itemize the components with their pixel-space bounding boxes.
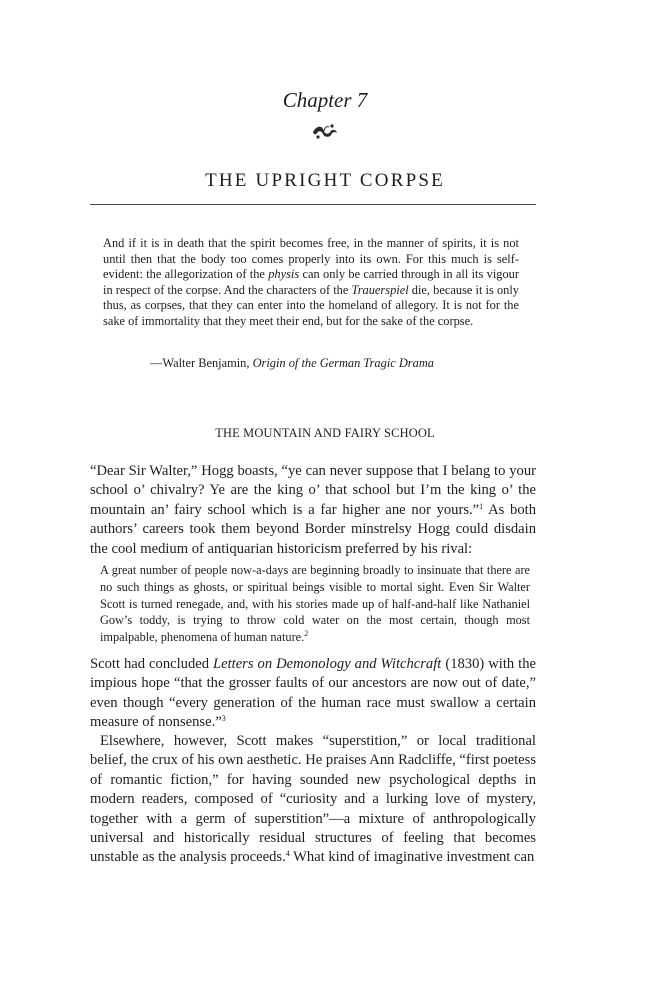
- fleuron-icon: [0, 122, 650, 144]
- footnote-ref-3[interactable]: 3: [221, 714, 226, 724]
- epigraph-text: And if it is in death that the spirit becomes free, in the manner of spirits, it is not until then that the body too comes properly into its own. For this much is self-evident: the allegorization of the physis can only be carried through in all its vigour in respect of the corpse. And the characters of the Trauerspiel die, because it is only thus, as corpses, that they can enter into the homeland of allegory. It is not for the sake of immortality that they meet their end, but for the sake of the corpse.: [103, 236, 519, 328]
- footnote-ref-1[interactable]: 1: [479, 501, 484, 511]
- footnote-ref-4[interactable]: 4: [285, 849, 290, 859]
- body-paragraph-2: Scott had concluded Letters on Demonology and Witchcraft (1830) with the impious hope “that the grosser faults of our ancestors are now out of date,” even though “every generation of the human race must swallow a certain measure of nonsense.”$^3$: [90, 656, 536, 731]
- title-divider: [90, 204, 536, 205]
- chapter-number: Chapter 7: [282, 88, 368, 112]
- section-heading: THE MOUNTAIN AND FAIRY SCHOOL: [215, 426, 435, 440]
- body-paragraph-3: Elsewhere, however, Scott makes “superstition,” or local traditional belief, the crux of his own aesthetic. He praises Ann Radcliffe, “first poetess of romantic fiction,” for having sounded new psychological depths in modern readers, composed of “curiosity and a lurking love of mystery, together with a germ of superstition”—a mixture of anthropologically universal and historically residual structures of feeling that becomes unstable as the analysis proceeds.$^4$ What kind of imaginative investment can: [90, 733, 536, 866]
- footnote-ref-2[interactable]: 2: [304, 629, 309, 639]
- epigraph-attribution: —Walter Benjamin, Origin of the German Tragic Drama: [150, 356, 434, 370]
- chapter-title: THE UPRIGHT CORPSE: [205, 170, 445, 191]
- block-quotation: A great number of people now-a-days are beginning broadly to insinuate that there are no such things as ghosts, or spiritual beings visible to mortal sight. Even Sir Walter Scott is turned renegade, and, with his stories made up of half-and-half like Nathaniel Gow’s toddy, is trying to throw cold water on the most certain, though most impalpable, phenomena of human nature.$^2$: [100, 563, 530, 645]
- body-paragraph-1: “Dear Sir Walter,” Hogg boasts, “ye can never suppose that I belang to your school o’ chivalry? Ye are the king o’ that school but I’m the king o’ the mountain an’ fairy school which is a far higher ane nor yours.”$^1$ As both authors’ careers took them beyond Border minstrelsy Hogg could disdain the cool medium of antiquarian historicism preferred by his rival:: [90, 463, 537, 557]
